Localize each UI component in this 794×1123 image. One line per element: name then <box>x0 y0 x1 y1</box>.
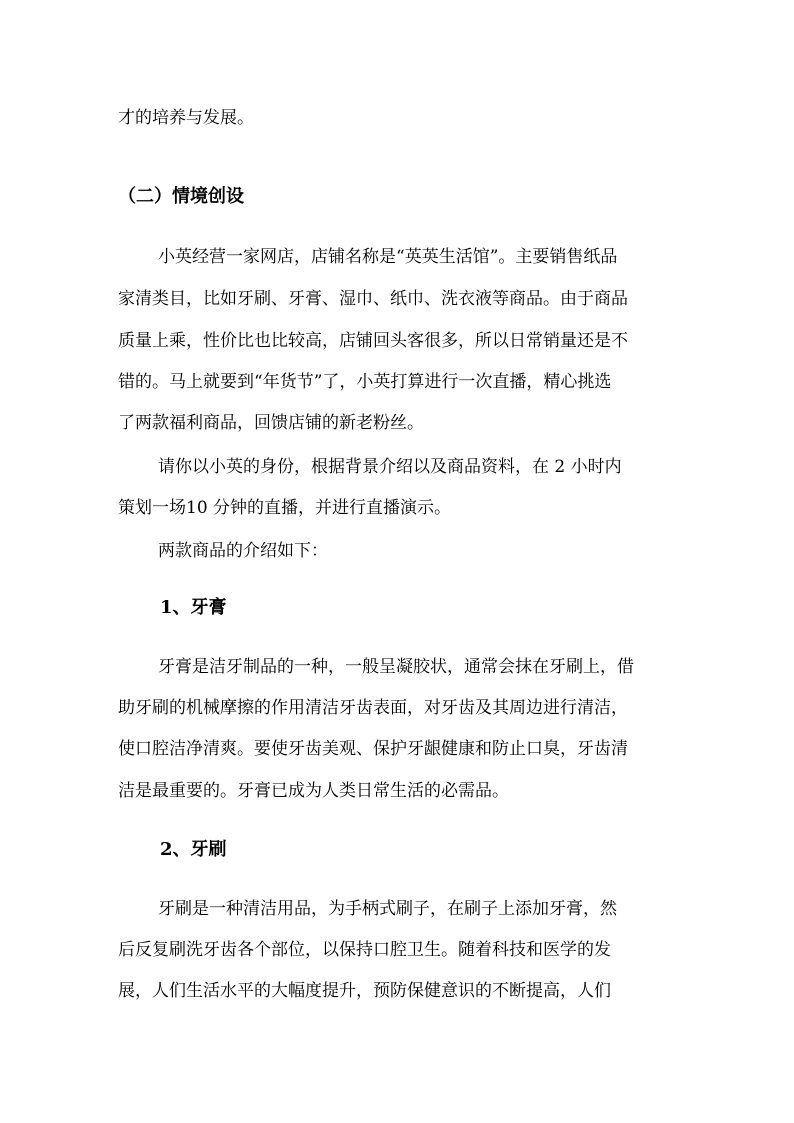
product1-line: 使口腔洁净清爽。要使牙齿美观、保护牙龈健康和防止口臭，牙齿清 <box>118 739 628 759</box>
product1-heading: 1、牙膏 <box>160 597 227 618</box>
scenario-line: 小英经营一家网店，店铺名称是“英英生活馆”。主要销售纸品 <box>158 247 618 267</box>
scenario-line: 错的。马上就要到“年货节”了，小英打算进行一次直播，精心挑选 <box>118 372 612 392</box>
scenario-line: 了两款福利商品，回馈店铺的新老粉丝。 <box>118 413 424 433</box>
section-heading: （二）情境创设 <box>118 186 244 207</box>
product2-line: 牙刷是一种清洁用品，为手柄式刷子，在刷子上添加牙膏，然 <box>158 899 617 919</box>
intro-tail-text: 才的培养与发展。 <box>118 108 254 128</box>
task-line: 请你以小英的身份，根据背景介绍以及商品资料，在 2 小时内 <box>158 457 622 477</box>
products-intro-text: 两款商品的介绍如下： <box>158 541 328 561</box>
product2-line: 后反复刷洗牙齿各个部位，以保持口腔卫生。随着科技和医学的发 <box>118 940 611 960</box>
product1-line: 助牙刷的机械摩擦的作用清洁牙齿表面，对牙齿及其周边进行清洁， <box>118 698 628 718</box>
product2-line: 展，人们生活水平的大幅度提升，预防保健意识的不断提高，人们 <box>118 981 611 1001</box>
scenario-line: 质量上乘，性价比也比较高，店铺回头客很多，所以日常销量还是不 <box>118 331 628 351</box>
product1-line: 牙膏是洁牙制品的一种，一般呈凝胶状，通常会抹在牙刷上，借 <box>158 657 634 677</box>
task-line: 策划一场10 分钟的直播，并进行直播演示。 <box>118 498 452 518</box>
product2-heading: 2、牙刷 <box>160 839 227 860</box>
product1-line: 洁是最重要的。牙膏已成为人类日常生活的必需品。 <box>118 781 509 801</box>
scenario-line: 家清类目，比如牙刷、牙膏、湿巾、纸巾、洗衣液等商品。由于商品 <box>118 289 628 309</box>
